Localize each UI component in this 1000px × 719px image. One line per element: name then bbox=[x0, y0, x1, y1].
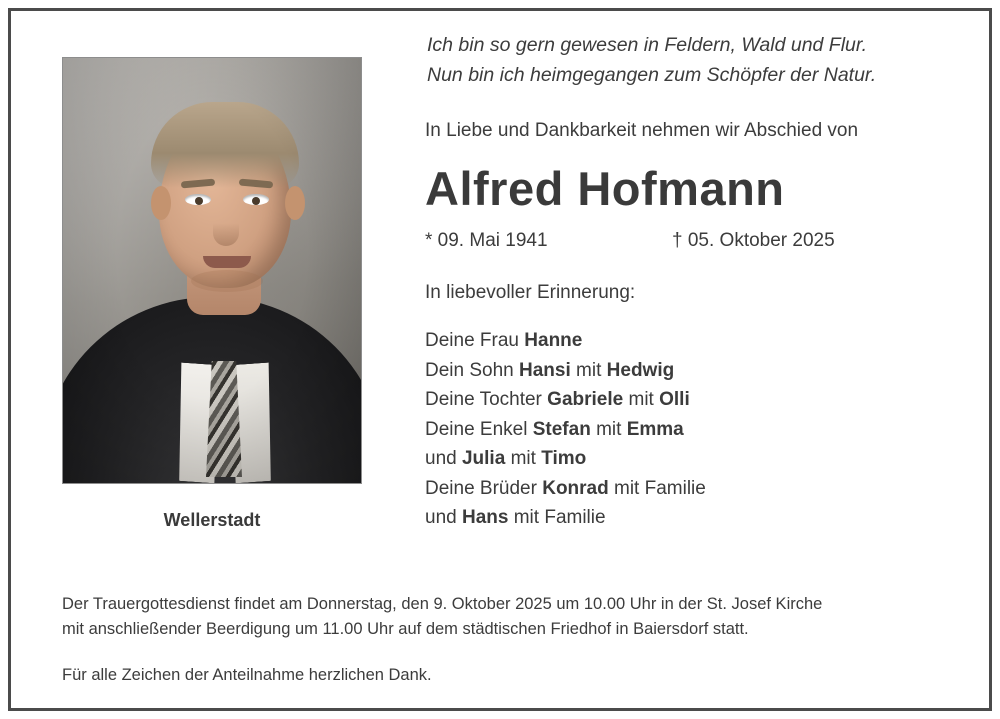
service-line-1: Der Trauergottesdienst findet am Donnerstag, den 9. Oktober 2025 um 10.00 Uhr in der St. Josef Kirche bbox=[62, 595, 823, 613]
family-prefix: und bbox=[425, 507, 462, 529]
family-connector: mit bbox=[590, 418, 627, 440]
family-prefix: Deine Tochter bbox=[425, 389, 548, 411]
verse-line-2: Nun bin ich heimgegangen zum Schöpfer der Natur. bbox=[427, 64, 877, 86]
photo-vignette bbox=[63, 58, 361, 483]
family-connector: mit bbox=[505, 448, 542, 470]
verse-line-1: Ich bin so gern gewesen in Feldern, Wald und Flur. bbox=[427, 34, 868, 56]
family-line bbox=[425, 385, 945, 415]
portrait-block bbox=[62, 57, 362, 531]
family-list bbox=[425, 326, 945, 533]
photo-caption: Wellerstadt bbox=[163, 510, 261, 530]
intro-text: In Liebe und Dankbarkeit nehmen wir Abschied von bbox=[425, 120, 859, 141]
family-line bbox=[425, 444, 945, 474]
family-name-secondary: Emma bbox=[626, 418, 684, 440]
family-name-primary: Julia bbox=[461, 448, 506, 470]
family-name-primary: Stefan bbox=[532, 418, 591, 440]
thanks-text: Für alle Zeichen der Anteilnahme herzlichen Dank. bbox=[62, 666, 432, 684]
family-name-secondary: Hedwig bbox=[606, 359, 675, 381]
notice-text-column bbox=[425, 30, 945, 533]
verse bbox=[427, 30, 945, 90]
family-name-primary: Gabriele bbox=[547, 389, 624, 411]
family-line bbox=[425, 356, 945, 386]
family-name-secondary: Olli bbox=[659, 389, 690, 411]
death-date: † 05. Oktober 2025 bbox=[672, 230, 835, 252]
family-connector: mit bbox=[623, 389, 660, 411]
service-info bbox=[62, 592, 942, 642]
family-name-primary: Hans bbox=[461, 507, 509, 529]
family-connector: mit Familie bbox=[608, 477, 706, 499]
family-prefix: Deine Brüder bbox=[425, 477, 543, 499]
family-prefix: Deine Enkel bbox=[425, 418, 533, 440]
life-dates bbox=[425, 230, 945, 252]
family-prefix: Dein Sohn bbox=[425, 359, 520, 381]
family-name-primary: Hansi bbox=[519, 359, 571, 381]
family-connector: mit Familie bbox=[508, 507, 606, 529]
family-line bbox=[425, 474, 945, 504]
family-line bbox=[425, 415, 945, 445]
portrait-photo bbox=[62, 57, 362, 484]
family-name-primary: Konrad bbox=[542, 477, 609, 499]
family-name-primary: Hanne bbox=[524, 330, 583, 352]
service-line-2: mit anschließender Beerdigung um 11.00 Uhr auf dem städtischen Friedhof in Baiersdorf statt. bbox=[62, 620, 749, 638]
family-connector: mit bbox=[570, 359, 607, 381]
birth-date: * 09. Mai 1941 bbox=[425, 230, 548, 252]
family-line bbox=[425, 326, 945, 356]
memory-label: In liebevoller Erinnerung: bbox=[425, 282, 636, 304]
family-line bbox=[425, 503, 945, 533]
family-prefix: Deine Frau bbox=[425, 330, 525, 352]
family-prefix: und bbox=[425, 448, 462, 470]
deceased-name: Alfred Hofmann bbox=[425, 162, 785, 215]
family-name-secondary: Timo bbox=[541, 448, 587, 470]
